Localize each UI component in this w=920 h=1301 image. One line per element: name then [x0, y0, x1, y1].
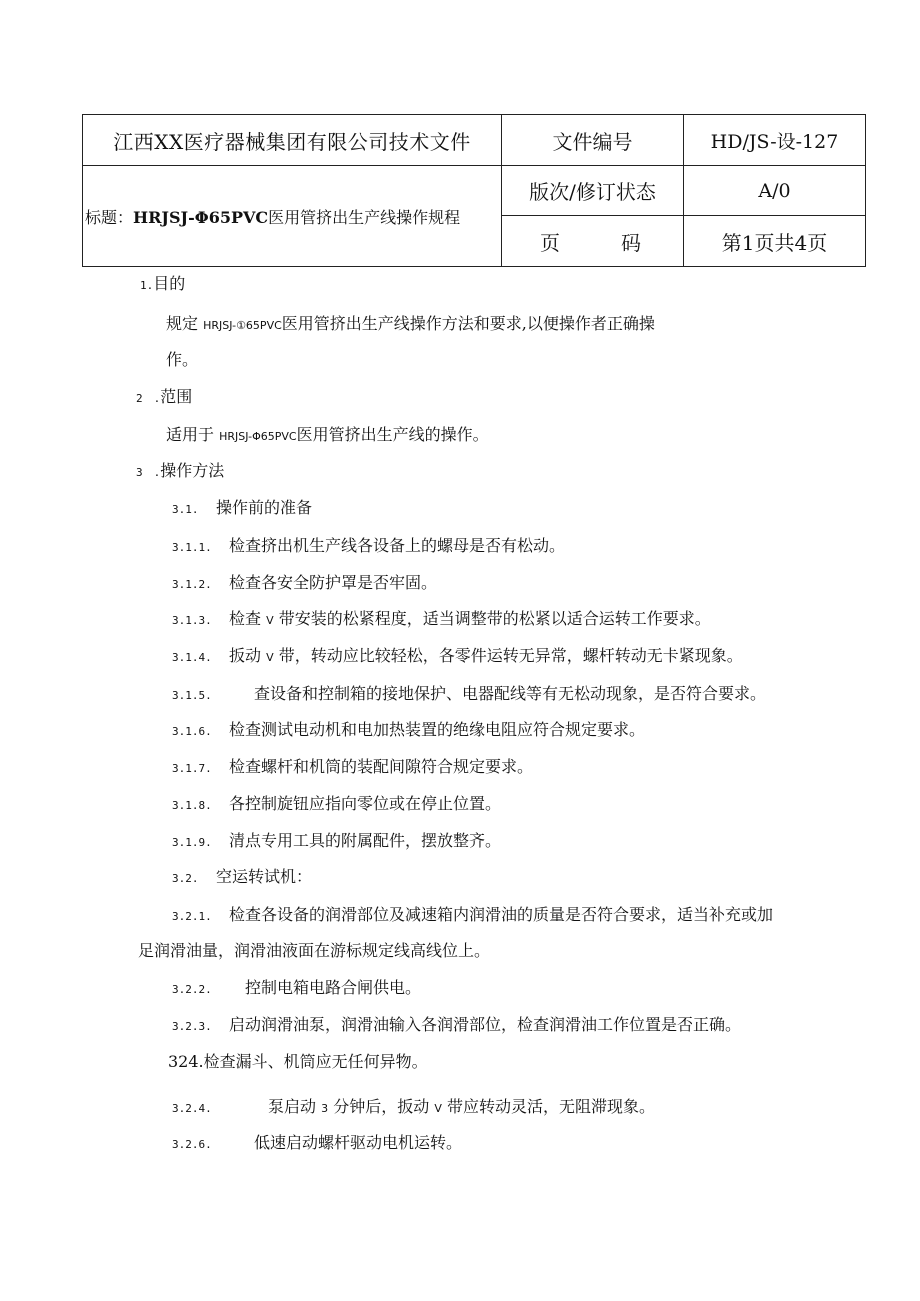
page-label-2: 码 [621, 230, 641, 255]
section-2-heading: 2 .范围 [136, 387, 193, 406]
doc-number-value: HD/JS-设-127 [684, 115, 866, 166]
section-3-1-heading: 3.1. 操作前的准备 [172, 498, 313, 517]
subject-text: 医用管挤出生产线操作规程 [268, 207, 461, 227]
item-3-1-2: 3.1.2. 检查各安全防护罩是否牢固。 [172, 573, 438, 592]
section-2-paragraph: 适用于 HRJSJ-Φ65PVC医用管挤出生产线的操作。 [166, 425, 489, 444]
item-3-2-6: 3.2.6. 低速启动螺杆驱动电机运转。 [172, 1133, 463, 1152]
item-3-2-3: 3.2.3. 启动润滑油泵，润滑油输入各润滑部位，检查润滑油工作位置是否正确。 [172, 1015, 742, 1034]
section-3-heading: 3 .操作方法 [136, 461, 225, 480]
section-1-heading: 1.目的 [140, 274, 186, 293]
item-3-1-3: 3.1.3. 检查 V 带安装的松紧程度，适当调整带的松紧以适合运转工作要求。 [172, 609, 711, 628]
revision-label: 版次/修订状态 [502, 166, 684, 216]
company-doc-title: 江西XX医疗器械集团有限公司技术文件 [83, 115, 502, 166]
item-3-2-1-cont: 足润滑油量，润滑油液面在游标规定线高线位上。 [138, 941, 491, 960]
item-3-1-9: 3.1.9. 清点专用工具的附属配件，摆放整齐。 [172, 831, 502, 850]
subject-code: HRJSJ-Φ65PVC [133, 207, 269, 227]
item-324: 324.检查漏斗、机筒应无任何异物。 [168, 1052, 428, 1071]
subject-prefix: 标题： [85, 207, 134, 227]
item-3-1-7: 3.1.7. 检查螺杆和机筒的装配间隙符合规定要求。 [172, 757, 534, 776]
revision-value: A/0 [684, 166, 866, 216]
doc-subject [83, 166, 502, 267]
item-3-2-1: 3.2.1. 检查各设备的润滑部位及减速箱内润滑油的质量是否符合要求，适当补充或加 [172, 905, 774, 924]
item-3-1-4: 3.1.4. 扳动 V 带，转动应比较轻松，各零件运转无异常，螺杆转动无卡紧现象。 [172, 646, 743, 665]
document-header-table [82, 114, 866, 267]
item-3-1-8: 3.1.8. 各控制旋钮应指向零位或在停止位置。 [172, 794, 502, 813]
item-3-1-6: 3.1.6. 检查测试电动机和电加热装置的绝缘电阻应符合规定要求。 [172, 720, 646, 739]
section-3-2-heading: 3.2. 空运转试机： [172, 867, 313, 886]
doc-number-label: 文件编号 [502, 115, 684, 166]
section-1-paragraph-cont: 作。 [166, 350, 199, 369]
section-1-paragraph: 规定 HRJSJ-①65PVC医用管挤出生产线操作方法和要求,以便操作者正确操 [166, 314, 655, 333]
item-3-1-1: 3.1.1. 检查挤出机生产线各设备上的螺母是否有松动。 [172, 536, 566, 555]
page-value: 第1页共4页 [684, 216, 866, 267]
item-3-2-2: 3.2.2. 控制电箱电路合闸供电。 [172, 978, 422, 997]
page-label-cell [502, 216, 684, 267]
item-3-2-4: 3.2.4. 泵启动 3 分钟后，扳动 V 带应转动灵活，无阻滞现象。 [172, 1097, 655, 1116]
item-3-1-5: 3.1.5. 查设备和控制箱的接地保护、电器配线等有无松动现象，是否符合要求。 [172, 684, 767, 703]
page-label-1: 页 [540, 230, 560, 255]
